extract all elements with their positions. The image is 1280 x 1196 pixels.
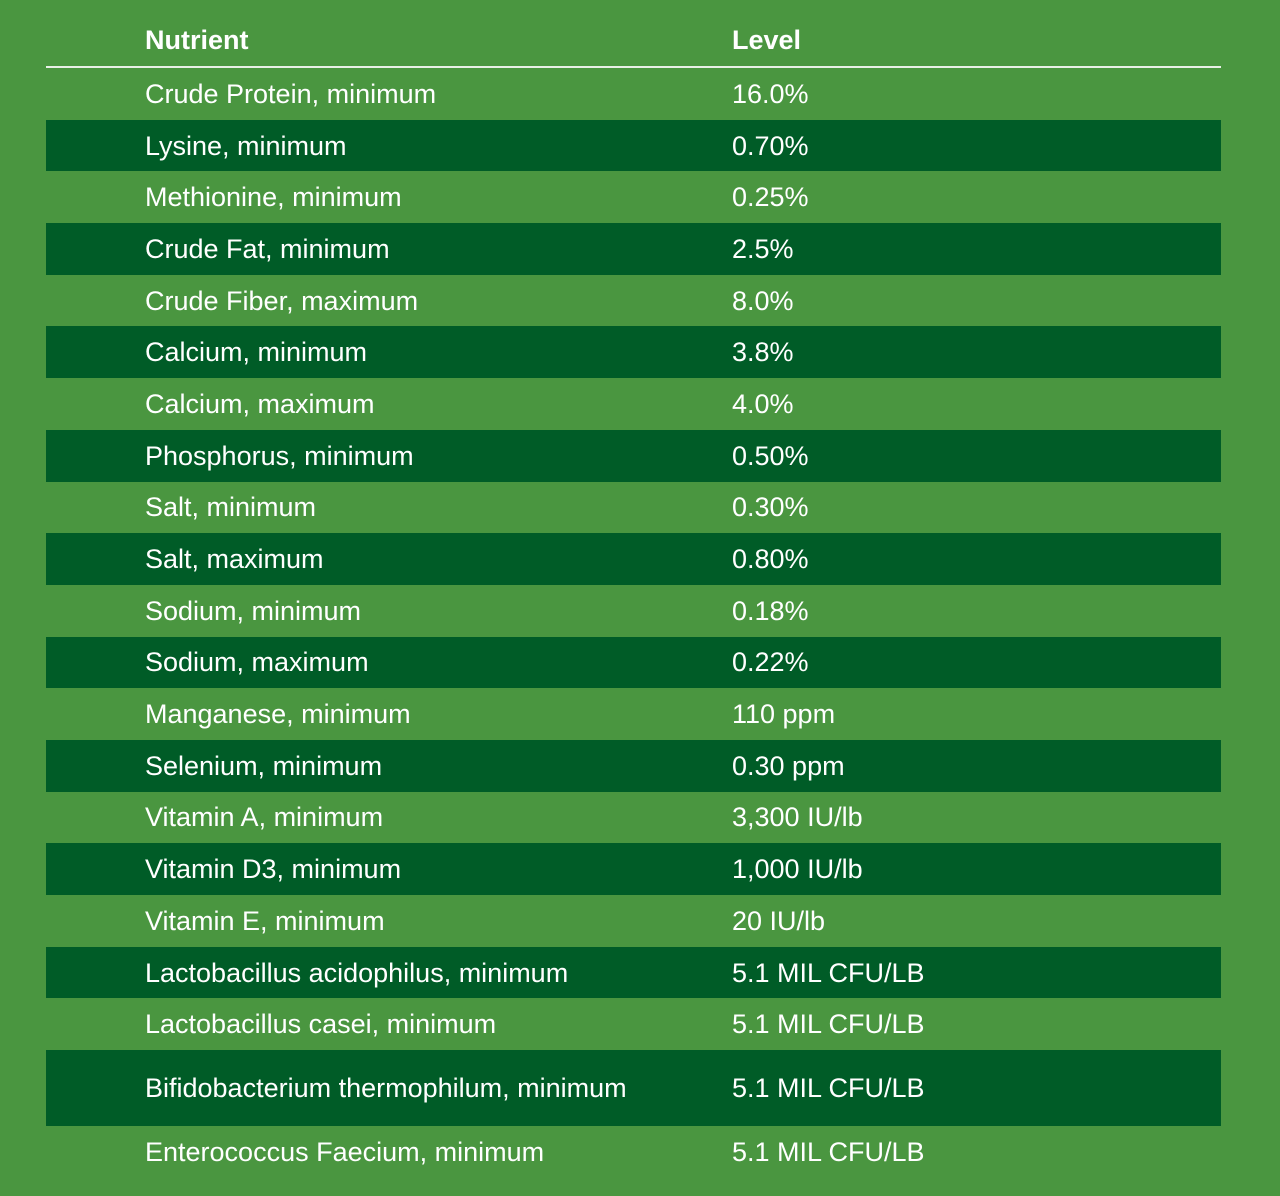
nutrient-name: Manganese, minimum [145,699,411,730]
nutrient-name: Sodium, maximum [145,647,369,678]
nutrient-level: 3,300 IU/lb [732,802,863,833]
nutrient-level: 0.50% [732,440,809,471]
nutrient-level: 5.1 MIL CFU/LB [732,1136,925,1167]
table-row [46,223,1221,275]
table-row [46,792,1221,844]
nutrient-level: 5.1 MIL CFU/LB [732,1073,925,1104]
table-row [46,430,1221,482]
nutrient-name: Bifidobacterium thermophilum, minimum [145,1073,627,1104]
nutrient-name: Calcium, minimum [145,337,368,368]
nutrient-name: Lactobacillus acidophilus, minimum [145,957,569,988]
header-nutrient: Nutrient [145,25,249,55]
nutrient-name: Vitamin D3, minimum [145,854,402,885]
nutrient-name: Crude Fiber, maximum [145,285,419,316]
nutrient-level: 20 IU/lb [732,905,826,936]
nutrient-level: 0.18% [732,595,809,626]
nutrient-level: 110 ppm [732,699,836,730]
table-row [46,947,1221,999]
nutrient-name: Lysine, minimum [145,130,347,161]
nutrient-level: 0.25% [732,182,809,213]
nutrient-name: Vitamin A, minimum [145,802,384,833]
table-row [46,275,1221,327]
header-level: Level [732,25,802,55]
table-row [46,482,1221,534]
table-row [46,585,1221,637]
table-row [46,68,1221,120]
nutrient-name: Crude Fat, minimum [145,233,390,264]
nutrient-name: Phosphorus, minimum [145,440,414,471]
nutrient-level: 2.5% [732,233,794,264]
nutrient-name: Crude Protein, minimum [145,78,437,109]
table-row [46,326,1221,378]
nutrient-name: Enterococcus Faecium, minimum [145,1136,545,1167]
nutrient-level: 8.0% [732,285,794,316]
table-row [46,1126,1221,1178]
nutrient-name: Salt, minimum [145,492,317,523]
table-row [46,171,1221,223]
table-header [46,0,1221,68]
nutrient-level: 0.80% [732,544,809,575]
table-row [46,378,1221,430]
table-body [46,68,1221,1178]
nutrient-name: Salt, maximum [145,544,324,575]
nutrient-name: Lactobacillus casei, minimum [145,1009,497,1040]
nutrient-level: 0.30% [732,492,809,523]
table-row [46,688,1221,740]
table-row [46,533,1221,585]
nutrient-level: 0.70% [732,130,809,161]
nutrient-level: 4.0% [732,388,794,419]
nutrient-level: 3.8% [732,337,794,368]
nutrient-level: 0.22% [732,647,809,678]
table-row [46,998,1221,1050]
nutrient-level: 5.1 MIL CFU/LB [732,957,925,988]
table-row [46,120,1221,172]
nutrient-name: Methionine, minimum [145,182,402,213]
table-row [46,637,1221,689]
nutrient-level: 1,000 IU/lb [732,854,863,885]
table-row [46,843,1221,895]
nutrient-table [46,0,1221,1178]
table-row [46,740,1221,792]
nutrient-name: Selenium, minimum [145,750,383,781]
nutrient-name: Calcium, maximum [145,388,375,419]
nutrient-level: 16.0% [732,78,809,109]
nutrient-level: 5.1 MIL CFU/LB [732,1009,925,1040]
nutrient-level: 0.30 ppm [732,750,845,781]
table-row [46,1050,1221,1126]
table-row [46,895,1221,947]
nutrient-name: Vitamin E, minimum [145,905,385,936]
nutrient-name: Sodium, minimum [145,595,362,626]
